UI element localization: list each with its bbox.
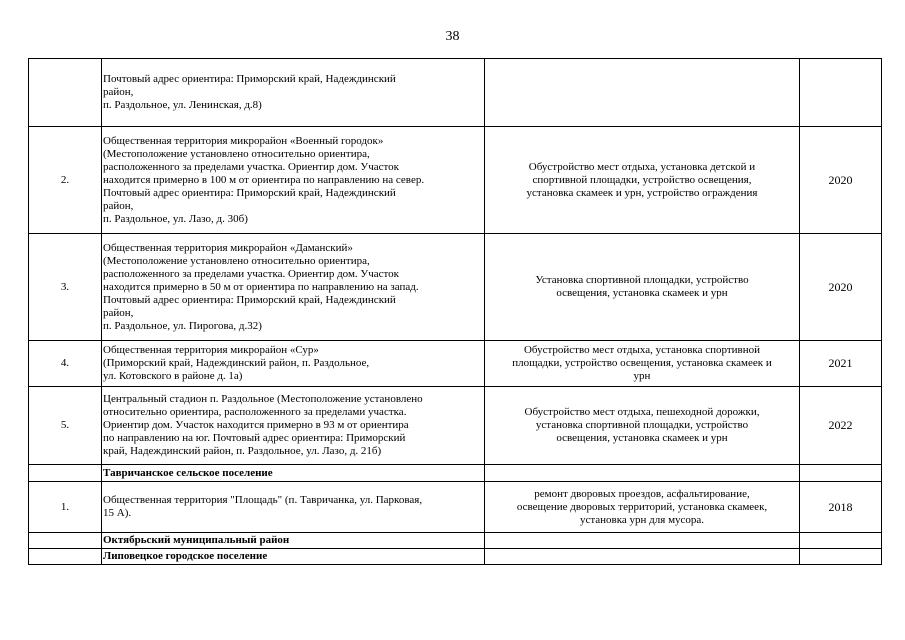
row-number: 2. <box>29 127 102 234</box>
works-cell <box>485 482 800 533</box>
description-line: Общественная территория микрорайон «Сур» <box>103 344 319 356</box>
table-row <box>29 59 882 127</box>
works-line: Обустройство мест отдыха, пешеходной дорожки, <box>524 406 760 418</box>
description-line: Общественная территория микрорайон «Военный городок» <box>103 134 384 147</box>
description-line: п. Раздольное, ул. Ленинская, д.8) <box>103 99 262 111</box>
works-cell <box>485 533 800 549</box>
row-number: 4. <box>29 341 102 387</box>
description-line: относительно ориентира, расположенного за пределами участка. <box>103 406 407 418</box>
row-number <box>29 59 102 127</box>
works-line: установка скамеек и урн, устройство ограждения <box>526 186 758 199</box>
works-cell <box>485 341 800 387</box>
territory-description <box>102 59 485 127</box>
row-number: 3. <box>29 234 102 341</box>
description-line: расположенного за пределами участка. Ориентир дом. Участок <box>103 160 400 173</box>
description-line: по направлению на юг. Почтовый адрес ориентира: Приморский <box>103 432 406 444</box>
territory-description <box>102 387 485 465</box>
row-number <box>29 549 102 565</box>
territory-description <box>102 234 485 341</box>
description-line: район, <box>103 199 134 212</box>
year-cell: 2020 <box>800 127 882 234</box>
works-line: площадки, устройство освещения, установка скамеек и <box>512 357 772 369</box>
works-line: урн <box>633 370 651 382</box>
description-line: край, Надеждинский район, п. Раздольное, ул. Лазо, д. 21б) <box>103 445 382 457</box>
year-cell: 2022 <box>800 387 882 465</box>
works-line: освещения, установка скамеек и урн <box>556 432 728 444</box>
territory-description <box>102 482 485 533</box>
territory-description <box>102 127 485 234</box>
table-row <box>29 234 882 341</box>
works-line: Обустройство мест отдыха, установка детской и <box>528 160 756 173</box>
description-line: Общественная территория "Площадь" (п. Тавричанка, ул. Парковая, <box>103 494 423 506</box>
description-line: (Приморский край, Надеждинский район, п. Раздольное, <box>103 357 370 369</box>
description-line: (Местоположение установлено относительно ориентира, <box>103 147 370 160</box>
section-heading: Октябрьский муниципальный район <box>102 533 485 549</box>
works-cell <box>485 59 800 127</box>
table-row <box>29 387 882 465</box>
year-cell: 2018 <box>800 482 882 533</box>
section-heading: Липовецкое городское поселение <box>102 549 485 565</box>
works-line: освещения, установка скамеек и урн <box>556 287 728 299</box>
year-cell: 2021 <box>800 341 882 387</box>
description-line: находится примерно в 100 м от ориентира по направлению на север. <box>103 173 425 186</box>
year-cell <box>800 465 882 482</box>
works-cell <box>485 387 800 465</box>
year-cell <box>800 533 882 549</box>
works-line: освещение дворовых территорий, установка скамеек, <box>516 500 768 513</box>
description-line: п. Раздольное, ул. Пирогова, д.32) <box>103 319 262 332</box>
works-line: Установка спортивной площадки, устройство <box>535 274 749 286</box>
row-number: 5. <box>29 387 102 465</box>
description-line: Центральный стадион п. Раздольное (Местоположение установлено <box>103 393 423 405</box>
year-cell: 2020 <box>800 234 882 341</box>
works-line: установка урн для мусора. <box>579 513 705 526</box>
description-line: расположенного за пределами участка. Ориентир дом. Участок <box>103 267 400 280</box>
territory-table <box>28 58 882 565</box>
description-line: район, <box>103 86 134 98</box>
description-line: п. Раздольное, ул. Лазо, д. 30б) <box>103 212 248 225</box>
works-line: установка спортивной площадки, устройство <box>535 419 749 431</box>
description-line: ул. Котовского в районе д. 1а) <box>103 370 243 382</box>
table-row <box>29 341 882 387</box>
description-line: 15 А). <box>103 507 132 519</box>
works-cell <box>485 549 800 565</box>
section-row <box>29 465 882 482</box>
description-line: Почтовый адрес ориентира: Приморский край, Надеждинский <box>103 73 396 85</box>
year-cell <box>800 59 882 127</box>
description-line: Почтовый адрес ориентира: Приморский край, Надеждинский <box>103 293 396 306</box>
description-line: район, <box>103 306 134 319</box>
table-row <box>29 482 882 533</box>
description-line: находится примерно в 50 м от ориентира по направлению на запад. <box>103 280 419 293</box>
row-number: 1. <box>29 482 102 533</box>
description-line: Почтовый адрес ориентира: Приморский край, Надеждинский <box>103 186 396 199</box>
territory-description <box>102 341 485 387</box>
section-row <box>29 533 882 549</box>
page-number: 38 <box>445 29 460 44</box>
year-cell <box>800 549 882 565</box>
works-cell <box>485 127 800 234</box>
row-number <box>29 533 102 549</box>
works-cell <box>485 465 800 482</box>
section-heading: Тавричанское сельское поселение <box>102 465 485 482</box>
row-number <box>29 465 102 482</box>
description-line: Общественная территория микрорайон «Даманский» <box>103 241 353 254</box>
table-row <box>29 127 882 234</box>
section-row <box>29 549 882 565</box>
works-line: Обустройство мест отдыха, установка спортивной <box>523 344 761 356</box>
works-line: ремонт дворовых проездов, асфальтирование, <box>534 487 750 500</box>
works-line: спортивной площадки, устройство освещения, <box>532 173 752 186</box>
works-cell <box>485 234 800 341</box>
description-line: Ориентир дом. Участок находится примерно в 93 м от ориентира <box>103 419 409 431</box>
description-line: (Местоположение установлено относительно ориентира, <box>103 254 370 267</box>
